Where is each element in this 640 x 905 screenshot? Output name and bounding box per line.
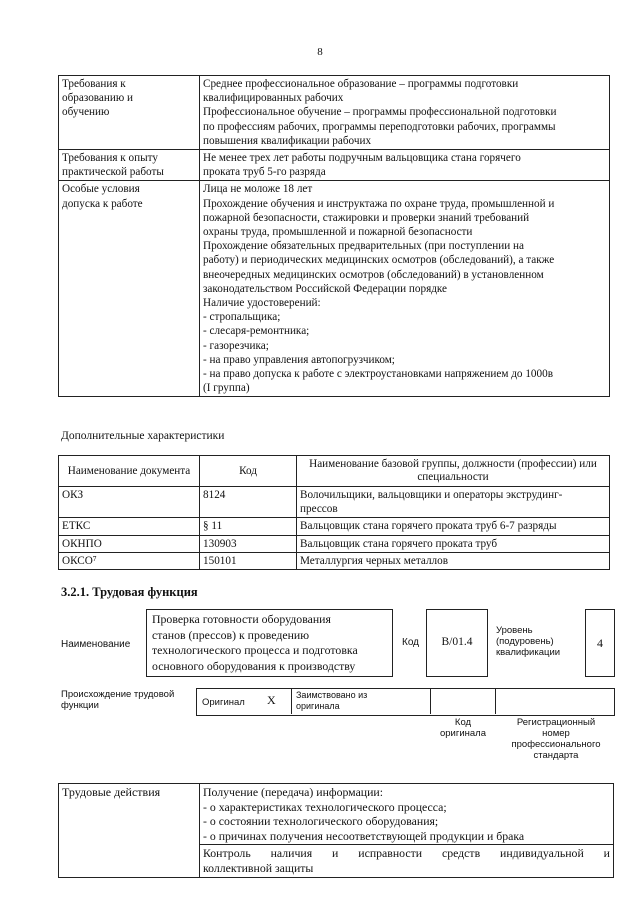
original-code-line: Код: [454, 717, 472, 728]
content-line: повышения квалификации рабочих: [203, 134, 372, 147]
name-line: прессов: [300, 503, 338, 516]
content-line: Наличие удостоверений:: [203, 297, 321, 310]
code-box: [426, 609, 488, 677]
function-name-line: станов (прессов) к проведению: [152, 627, 310, 642]
function-name-box: [146, 609, 393, 677]
borrowed-label: [296, 690, 367, 711]
page-number: 8: [317, 46, 323, 58]
borrowed-line: Заимствовано из: [296, 690, 368, 700]
label-line: Требования к опыту: [62, 152, 158, 165]
table-row: [59, 535, 610, 552]
label-line: Особые условия: [62, 183, 140, 196]
action-line: - о состоянии технологического оборудования;: [203, 814, 439, 829]
cell-code: 150101: [200, 552, 297, 569]
actions-table: [58, 783, 614, 878]
function-name-line: основного оборудования к производству: [152, 658, 356, 673]
cell-name: Металлургия черных металлов: [297, 552, 610, 569]
additional-caption: Дополнительные характеристики: [61, 430, 225, 442]
function-name-line: технологического процесса и подготовка: [152, 643, 358, 657]
reg-number-label: [497, 717, 615, 761]
actions-content: [200, 845, 614, 877]
content-line: Прохождение обучения и инструктажа по охране труда, промышленной и: [203, 197, 555, 210]
row-label: [59, 150, 200, 181]
level-box: [585, 609, 615, 677]
table-row: [59, 784, 614, 845]
actions-label: Трудовые действия: [59, 784, 200, 878]
header-code: Код: [200, 456, 297, 487]
content-line: проката труб 5-го разряда: [203, 166, 326, 179]
row-label: [59, 76, 200, 150]
content-line: работу) и периодических медицинских осмотров (обследований), а также: [203, 254, 555, 267]
cell-name: Вальцовщик стана горячего проката труб: [297, 535, 610, 552]
label-line: допуска к работе: [62, 197, 143, 210]
content-line: - на право управления автопогрузчиком;: [203, 353, 395, 366]
reg-number-line: номер: [542, 728, 570, 739]
origin-label-line: функции: [61, 700, 99, 711]
header-doc: Наименование документа: [59, 456, 200, 487]
header-name: Наименование базовой группы, должности (профессии) или специальности: [297, 456, 610, 487]
divider: [291, 688, 292, 714]
additional-table: [58, 455, 610, 570]
divider: [430, 688, 431, 714]
table-header-row: [59, 456, 610, 487]
cell-name: Вальцовщик стана горячего проката труб 6-7 разряды: [297, 518, 610, 535]
content-line: внеочередных медицинских осмотров (обследований) в установленном: [203, 268, 544, 281]
table-row: [59, 76, 610, 150]
level-label-line: квалификации: [496, 647, 561, 658]
content-line: охраны труда, промышленной и пожарной безопасности: [203, 226, 473, 239]
table-row: [59, 552, 610, 569]
content-line: законодательством Российской Федерации порядке: [203, 282, 448, 295]
code-label: Код: [402, 637, 420, 648]
content-line: по профессиям рабочих, программы переподготовки рабочих, программы: [203, 120, 556, 133]
original-code-line: оригинала: [439, 728, 486, 739]
reg-number-line: стандарта: [533, 750, 579, 761]
content-line: - стропальщика;: [203, 311, 281, 324]
action-line: Контроль наличия и исправности средств индивидуальной и: [203, 846, 610, 861]
row-label: [59, 181, 200, 397]
content-line: Профессиональное обучение – программы профессиональной подготовки: [203, 106, 557, 119]
content-line: квалифицированных рабочих: [203, 92, 344, 105]
borrowed-line: оригинала: [296, 700, 340, 711]
content-line: - на право допуска к работе с электроустановками напряжением до 1000в: [203, 368, 553, 381]
label-line: Требования к: [62, 78, 126, 90]
table-row: [59, 487, 610, 518]
function-name-line: Проверка готовности оборудования: [152, 612, 331, 626]
content-line: Лица не моложе 18 лет: [203, 183, 313, 196]
level-value: 4: [597, 636, 603, 650]
table-row: [59, 181, 610, 397]
content-line: - слесаря-ремонтника;: [203, 325, 310, 338]
origin-label: [61, 689, 174, 711]
name-label: Наименование: [61, 639, 131, 650]
table-row: [59, 150, 610, 181]
cell-code: 130903: [200, 535, 297, 552]
reg-number-line: профессионального: [511, 739, 601, 750]
cell-doc: ОКЗ: [59, 487, 200, 518]
divider: [495, 688, 496, 714]
original-label: Оригинал: [202, 697, 245, 708]
actions-content: [200, 784, 614, 845]
content-line: Среднее профессиональное образование – программы подготовки: [203, 78, 519, 90]
requirements-table: [58, 75, 610, 397]
reg-number-line: Регистрационный: [516, 717, 596, 728]
cell-name: [297, 487, 610, 518]
row-content: [200, 181, 610, 397]
table-row: [59, 518, 610, 535]
action-line: - о причинах получения несоответствующей продукции и брака: [203, 828, 525, 843]
cell-doc: ОКНПО: [59, 535, 200, 552]
original-mark: X: [267, 693, 276, 707]
cell-doc: ОКСО⁷: [59, 552, 200, 569]
section-title: 3.2.1. Трудовая функция: [61, 585, 198, 599]
name-line: Волочильщики, вальцовщики и операторы экструдинг-: [300, 489, 563, 501]
content-line: пожарной безопасности, стажировки и проверки знаний требований: [203, 211, 530, 224]
label-line: практической работы: [62, 166, 164, 179]
code-value: B/01.4: [441, 636, 473, 648]
origin-label-line: Происхождение трудовой: [61, 689, 175, 700]
row-content: [200, 76, 610, 150]
action-line: коллективной защиты: [203, 860, 314, 875]
cell-doc: ЕТКС: [59, 518, 200, 535]
content-line: - газорезчика;: [203, 339, 269, 352]
content-line: (I группа): [203, 382, 250, 395]
label-line: обучению: [62, 106, 110, 119]
action-line: - о характеристиках технологического процесса;: [203, 799, 447, 814]
original-code-label: [430, 717, 496, 739]
level-label-line: (подуровень): [496, 636, 554, 647]
cell-code: § 11: [200, 518, 297, 535]
content-line: Прохождение обязательных предварительных (при поступлении на: [203, 240, 524, 253]
label-line: образованию и: [62, 92, 134, 105]
row-content: [200, 150, 610, 181]
origin-box: [196, 688, 615, 716]
level-label: [496, 625, 560, 658]
content-line: Не менее трех лет работы подручным вальцовщика стана горячего: [203, 152, 521, 165]
level-label-line: Уровень: [496, 625, 533, 636]
cell-code: 8124: [200, 487, 297, 518]
action-line: Получение (передача) информации:: [203, 785, 384, 799]
